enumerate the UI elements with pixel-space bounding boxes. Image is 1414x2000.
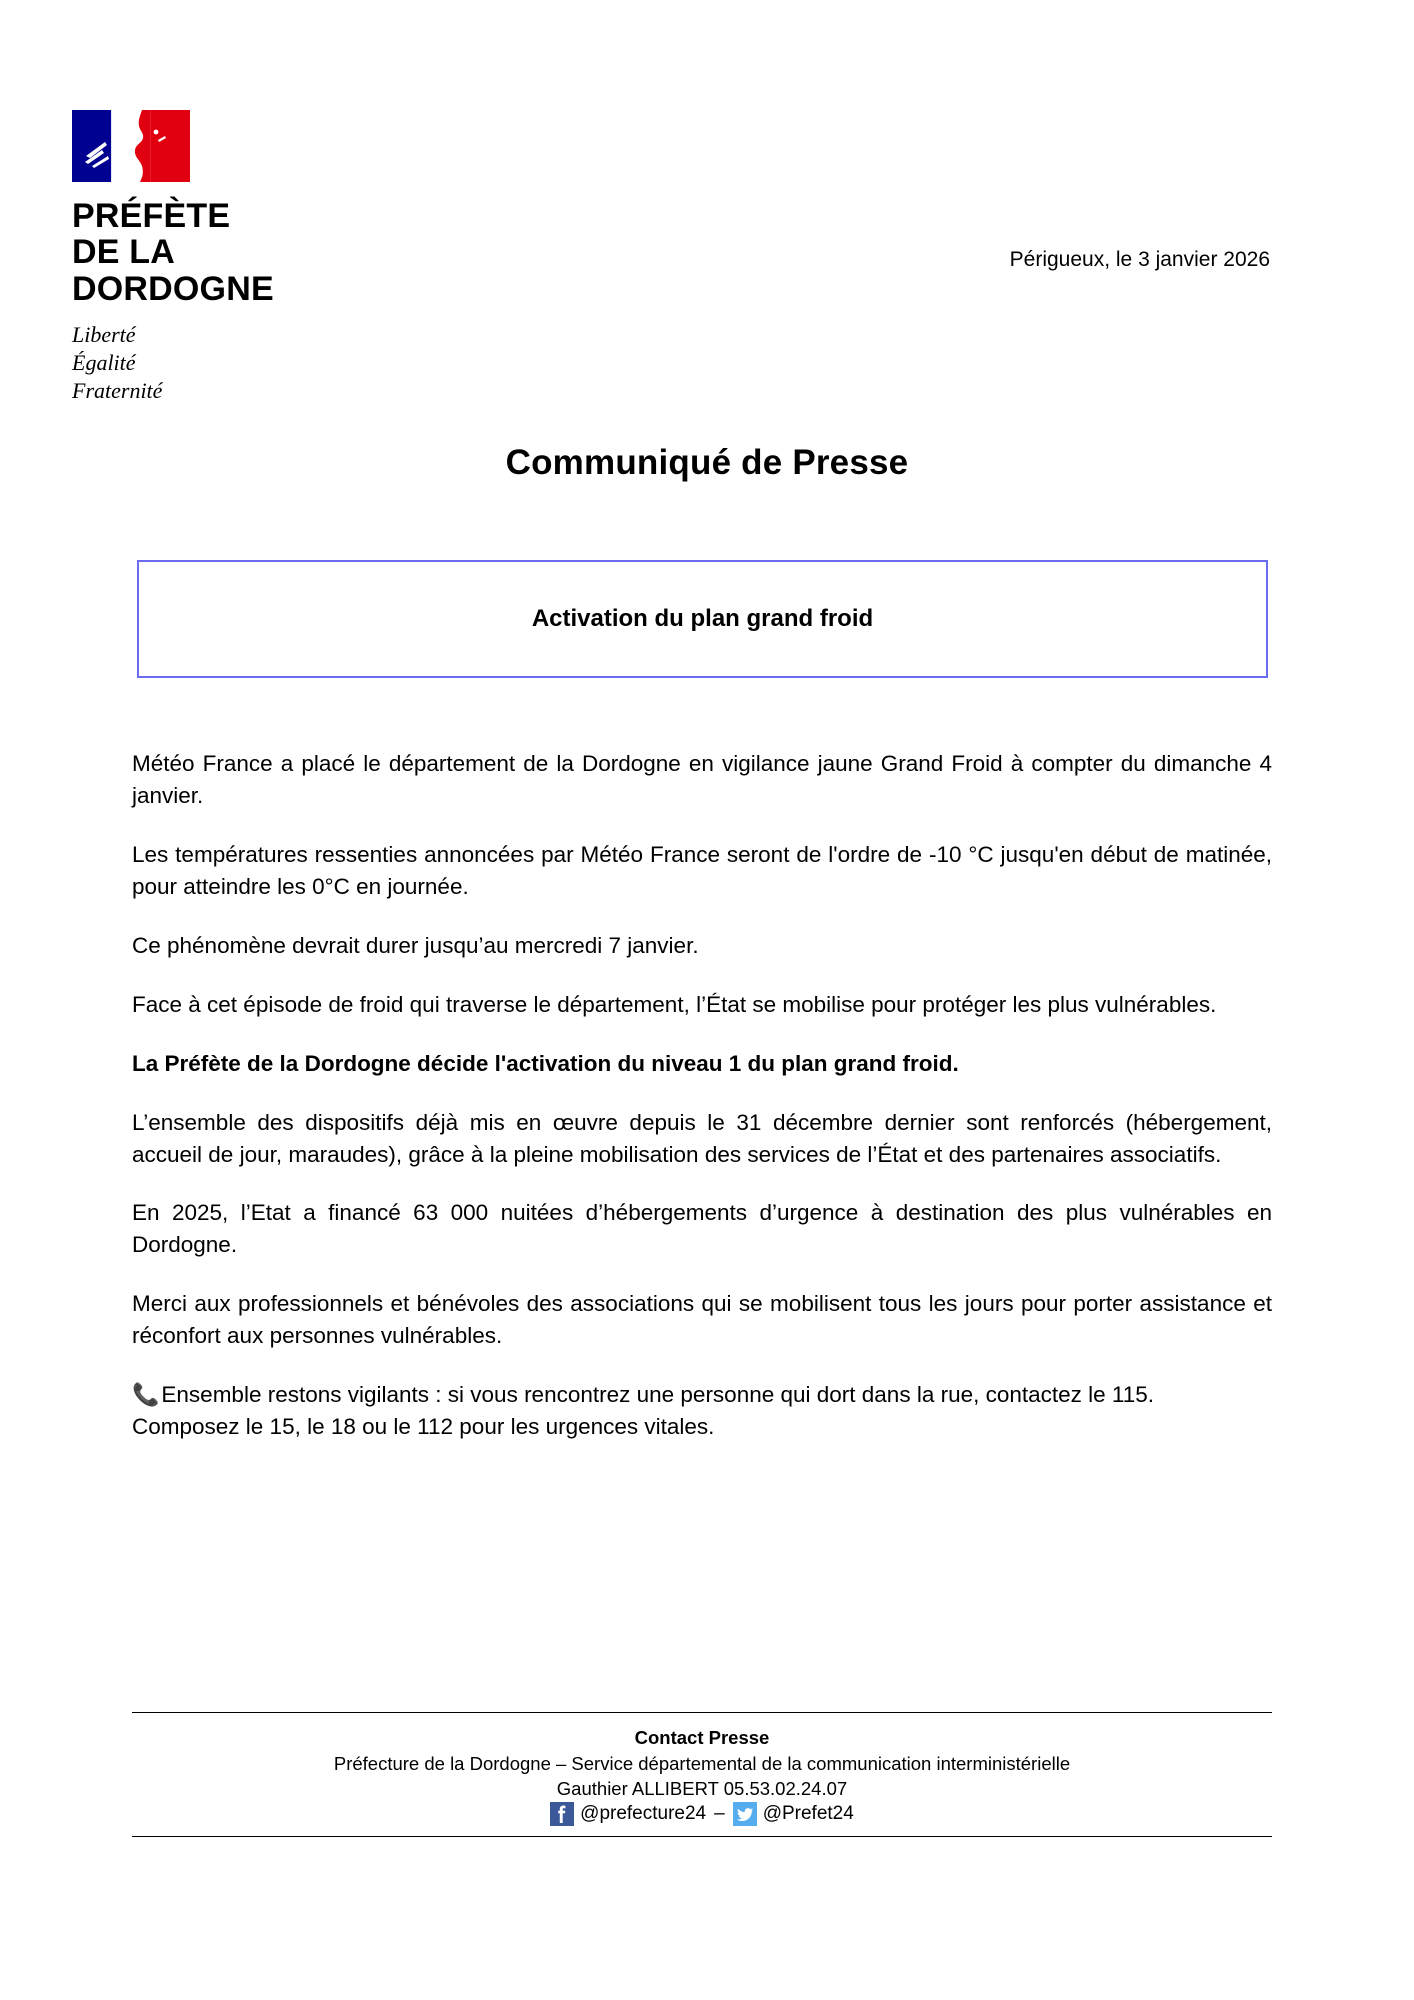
twitter-handle[interactable]: @Prefet24 (762, 1802, 854, 1824)
republic-motto (72, 321, 372, 405)
alert-paragraph (132, 1379, 1272, 1443)
subject-box (137, 560, 1268, 678)
footer (132, 1712, 1272, 1837)
alert-line-1: Ensemble restons vigilants : si vous rencontrez une personne qui dort dans la rue, contactez le 115. (161, 1382, 1155, 1408)
twitter-icon[interactable] (733, 1802, 757, 1826)
facebook-handle[interactable]: @prefecture24 (580, 1802, 707, 1824)
motto-line-fraternite: Fraternité (72, 378, 163, 403)
motto-line-liberte: Liberté (72, 322, 136, 348)
footer-heading: Contact Presse (634, 1727, 770, 1748)
motto-line-egalite: Égalité (72, 350, 136, 376)
institution-name-line-1: PRÉFÈTE (72, 197, 231, 235)
page-title: Communiqué de Presse (505, 443, 909, 482)
footer-social-line (132, 1802, 1272, 1827)
footer-divider-bottom (132, 1836, 1272, 1837)
paragraph: Merci aux professionnels et bénévoles des associations qui se mobilisent tous les jours pour porter assistance et réconfort aux personnes vulnérables. (132, 1291, 1272, 1349)
footer-contact: Gauthier ALLIBERT 05.53.02.24.07 (556, 1778, 848, 1800)
footer-divider-top (132, 1712, 1272, 1713)
institution-name-line-3: DORDOGNE (72, 269, 274, 308)
facebook-icon[interactable] (550, 1802, 574, 1826)
social-separator: – (714, 1802, 725, 1824)
french-tricolor-marianne-icon (72, 110, 190, 182)
paragraph: En 2025, l’Etat a financé 63 000 nuitées d’hébergements d’urgence à destination des plus vulnérables en Dordogne. (132, 1200, 1272, 1258)
institution-name-line-2: DE LA (72, 233, 175, 272)
paragraph: Face à cet épisode de froid qui traverse le département, l’État se mobilise pour protéger les plus vulnérables. (132, 991, 1217, 1017)
document-header (0, 0, 1414, 430)
dateline: Périgueux, le 3 janvier 2026 (1009, 248, 1270, 271)
paragraph: Météo France a placé le département de la Dordogne en vigilance jaune Grand Froid à compter du dimanche 4 janvier. (132, 751, 1272, 808)
subject-title: Activation du plan grand froid (531, 605, 874, 632)
footer-service: Préfecture de la Dordogne – Service départemental de la communication interministérielle (333, 1752, 1071, 1774)
paragraph: L’ensemble des dispositifs déjà mis en œuvre depuis le 31 décembre dernier sont renforcés (hébergement, accueil de jour, maraudes), grâce à la pleine mobilisation des services de l’État et des partenaires associatifs. (132, 1109, 1272, 1167)
body-copy (132, 748, 1272, 1470)
paragraph: Ce phénomène devrait durer jusqu’au mercredi 7 janvier. (132, 932, 699, 958)
paragraph: Les températures ressenties annoncées par Météo France seront de l'ordre de -10 °C jusqu'en début de matinée, pour atteindre les 0°C en journée. (132, 841, 1272, 899)
alert-line-2: Composez le 15, le 18 ou le 112 pour les urgences vitales. (132, 1414, 715, 1440)
paragraph-emphasis: La Préfète de la Dordogne décide l'activation du niveau 1 du plan grand froid. (132, 1050, 959, 1076)
telephone-receiver-icon: 📞 (132, 1382, 160, 1408)
